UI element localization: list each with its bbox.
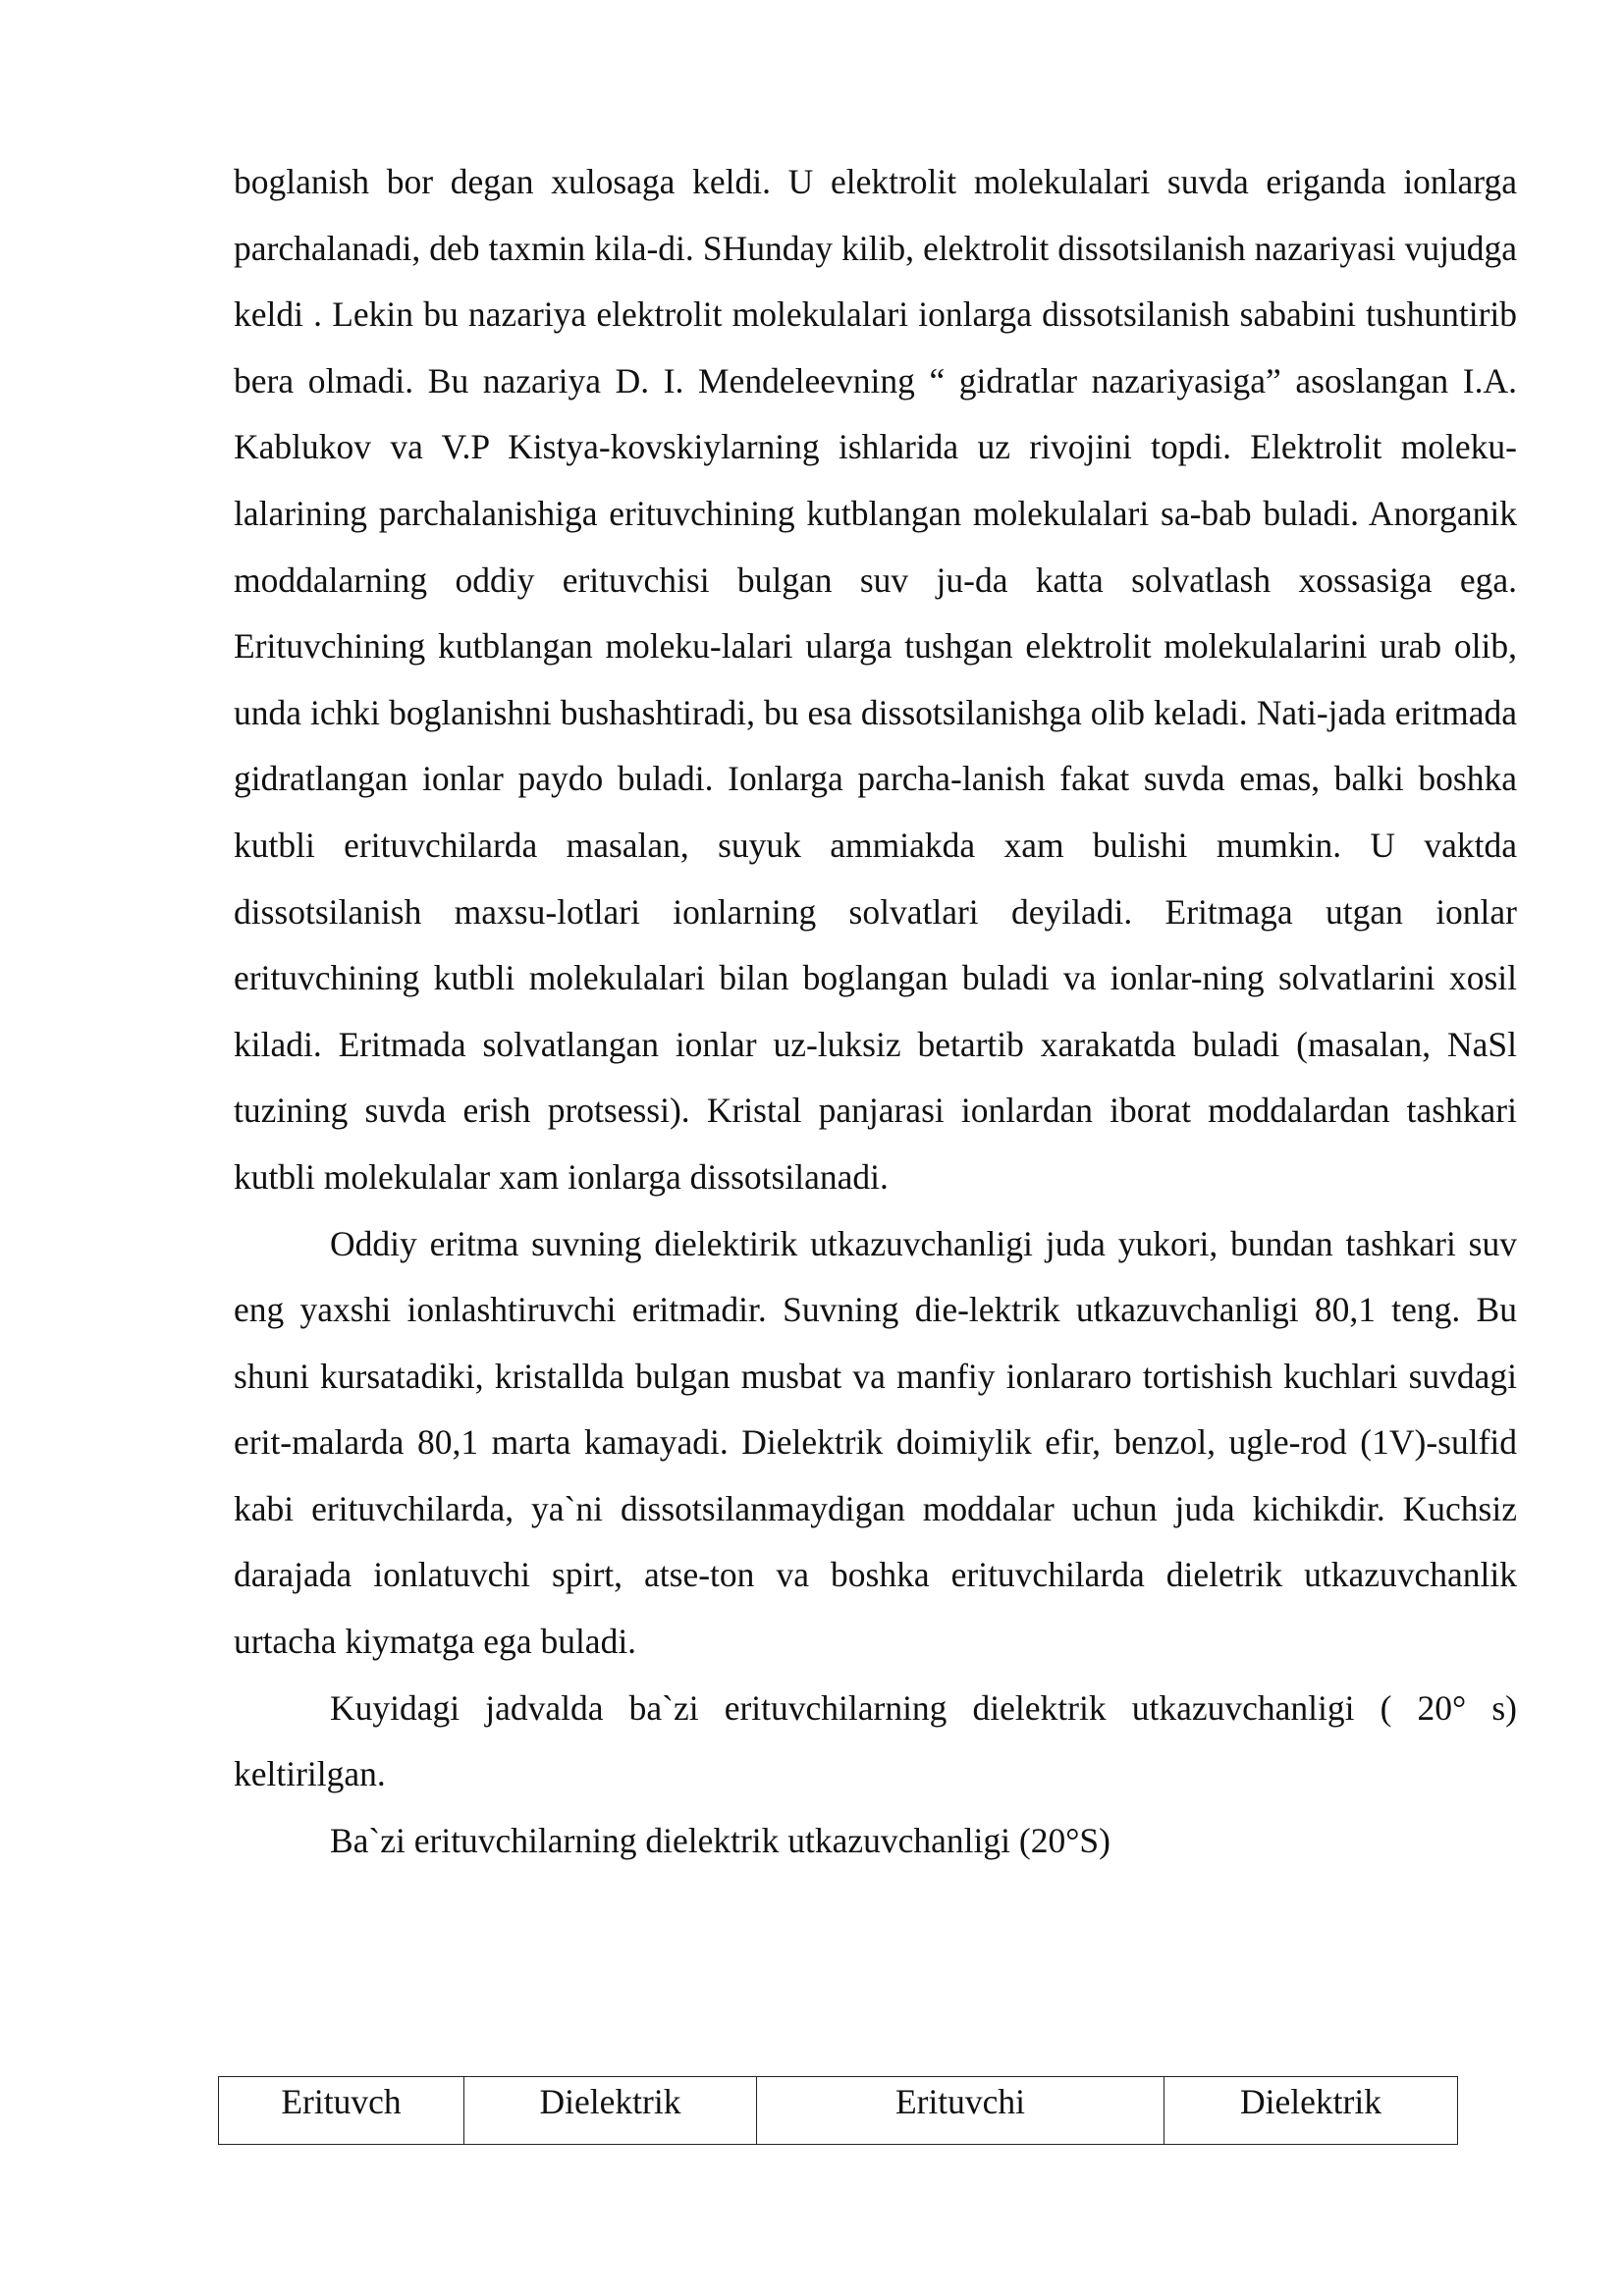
table-header-row [219, 2077, 1458, 2145]
table-header-cell: Erituvchi [757, 2077, 1164, 2145]
document-body [234, 149, 1517, 1874]
table-header-cell: Erituvch [219, 2077, 464, 2145]
table-caption: Ba`zi erituvchilarning dielektrik utkazuvchanligi (20°S) [330, 1820, 1110, 1860]
table-header-cell: Dielektrik [464, 2077, 757, 2145]
table-header-cell: Dielektrik [1164, 2077, 1458, 2145]
paragraph-continued: boglanish bor degan xulosaga keldi. U elektrolit molekulalari suvda eriganda ionlarga parchalanadi, deb taxmin kila-di. SHunday kilib, elektrolit dissotsilanish nazariyasi vujudga keldi . Lekin bu nazariya elektrolit molekulalari ionlarga dissotsilanish sababini tushuntirib bera olmadi. Bu nazariya D. I. Mendeleevning “ gidratlar nazariyasiga” asoslangan I.A. Kablukov va V.P Kistya-kovskiylarning ishlarida uz rivojini topdi. Elektrolit moleku-lalarining parchalanishiga erituvchining kutblangan molekulalari sa-bab buladi. Anorganik moddalarning oddiy erituvchisi bulgan suv ju-da katta solvatlash xossasiga ega. Erituvchining kutblangan moleku-lalari ularga tushgan elektrolit molekulalarini urab olib, unda ichki boglanishni bushashtiradi, bu esa dissotsilanishga olib keladi. Nati-jada eritmada gidratlangan ionlar paydo buladi. Ionlarga parcha-lanish fakat suvda emas, balki boshka kutbli erituvchilarda masalan, suyuk ammiakda xam bulishi mumkin. U vaktda dissotsilanish maxsu-lotlari ionlarning solvatlari deyiladi. Eritmaga utgan ionlar erituvchining kutbli molekulalari bilan boglangan buladi va ionlar-ning solvatlarini xosil kiladi. Eritmada solvatlangan ionlar uz-luksiz betartib xarakatda buladi (masalan, NaSl tuzining suvda erish protsessi). Kristal panjarasi ionlardan iborat moddalardan tashkari kutbli molekulalar xam ionlarga dissotsilanadi. [234, 162, 1517, 1197]
paragraph-table-intro: Kuyidagi jadvalda ba`zi erituvchilarning dielektrik utkazuvchanligi ( 20° s) keltirilgan. [234, 1687, 1517, 1794]
paragraph-dielectric: Oddiy eritma suvning dielektirik utkazuvchanligi juda yukori, bundan tashkari suv eng yaxshi ionlashtiruvchi eritmadir. Suvning die-lektrik utkazuvchanligi 80,1 teng. Bu shuni kursatadiki, kristallda bulgan musbat va manfiy ionlararo tortishish kuchlari suvdagi erit-malarda 80,1 marta kamayadi. Dielektrik doimiylik efir, benzol, ugle-rod (1V)-sulfid kabi erituvchilarda, ya`ni dissotsilanmaydigan moddalar uchun juda kichikdir. Kuchsiz darajada ionlatuvchi spirt, atse-ton va boshka erituvchilarda dieletrik utkazuvchanlik urtacha kiymatga ega buladi. [234, 1223, 1517, 1662]
dielectric-table [218, 2076, 1458, 2145]
